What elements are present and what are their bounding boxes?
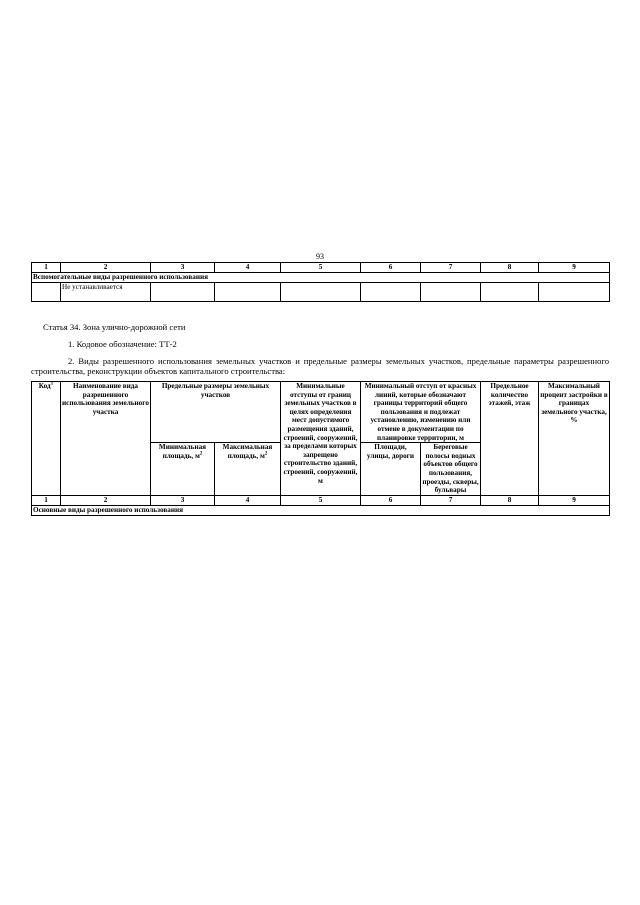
section-row — [32, 505, 610, 515]
column-number: 7 — [421, 495, 481, 505]
table-cell — [481, 283, 539, 302]
header-squares-streets: Площади, улицы, дороги — [361, 443, 421, 496]
column-number: 3 — [151, 495, 215, 505]
header-floors: Предельное количество этажей, этаж — [481, 382, 539, 496]
row-text: Не устанавливается — [61, 283, 151, 302]
column-number: 8 — [481, 495, 539, 505]
header-max-area: Максимальная площадь, $м^2$ — [215, 443, 281, 496]
table-row — [32, 283, 610, 302]
header-red-lines: Минимальный отступ от красных линий, которые обозначают границы территорий общего пользования и подлежат установлению, изменению или отмене в документации по планировке территории, м — [361, 382, 481, 443]
column-number: 5 — [281, 495, 361, 505]
column-number: 6 — [361, 495, 421, 505]
header-min-area: Минимальная площадь, $м^2$ — [151, 443, 215, 496]
column-number: 1 — [32, 263, 61, 273]
column-number: 9 — [539, 495, 610, 505]
column-number: 2 — [61, 263, 151, 273]
column-number: 5 — [281, 263, 361, 273]
uses-intro-paragraph: 2. Виды разрешенного использования земельных участков и предельные размеры земельных участков, предельные параметры разрешенного строительства, реконструкции объектов капитального строительства: — [31, 356, 609, 376]
column-number: 4 — [215, 263, 281, 273]
column-number: 8 — [481, 263, 539, 273]
column-number: 1 — [32, 495, 61, 505]
column-number: 9 — [539, 263, 610, 273]
table-cell — [32, 283, 61, 302]
header-max-percent: Максимальный процент застройки в границах земельного участка, % — [539, 382, 610, 496]
section-row — [32, 273, 610, 283]
page-number: 93 — [316, 252, 324, 261]
table-cell — [215, 283, 281, 302]
table-cell — [361, 283, 421, 302]
header-code: Код$^1$ — [32, 382, 61, 496]
article-heading: Статья 34. Зона улично-дорожной сети — [43, 322, 186, 332]
header-min-setback: Минимальные отступы от границ земельных участков в целях определения мест допустимого размещения зданий, строений, сооружений, за пределами которых запрещено строительство зданий, строений, сооружений, м — [281, 382, 361, 496]
header-coastal-strips: Береговые полосы водных объектов общего пользования, проезды, скверы, бульвары — [422, 443, 479, 495]
column-number: 3 — [151, 263, 215, 273]
column-number-row — [32, 263, 610, 273]
column-number: 4 — [215, 495, 281, 505]
column-number: 6 — [361, 263, 421, 273]
header-use-name: Наименование вида разрешенного использования земельного участка — [61, 382, 151, 496]
header-plot-sizes: Предельные размеры земельных участков — [151, 382, 281, 443]
code-designation: 1. Кодовое обозначение: ТТ-2 — [68, 339, 177, 349]
section-title: Основные виды разрешенного использования — [32, 505, 610, 515]
main-uses-table — [31, 381, 610, 516]
column-number: 7 — [421, 263, 481, 273]
table-cell — [151, 283, 215, 302]
section-title: Вспомогательные виды разрешенного использования — [32, 273, 610, 283]
auxiliary-uses-table — [31, 262, 610, 302]
table-cell — [421, 283, 481, 302]
column-number: 2 — [61, 495, 151, 505]
table-cell — [539, 283, 610, 302]
table-cell — [281, 283, 361, 302]
column-number-row — [32, 495, 610, 505]
